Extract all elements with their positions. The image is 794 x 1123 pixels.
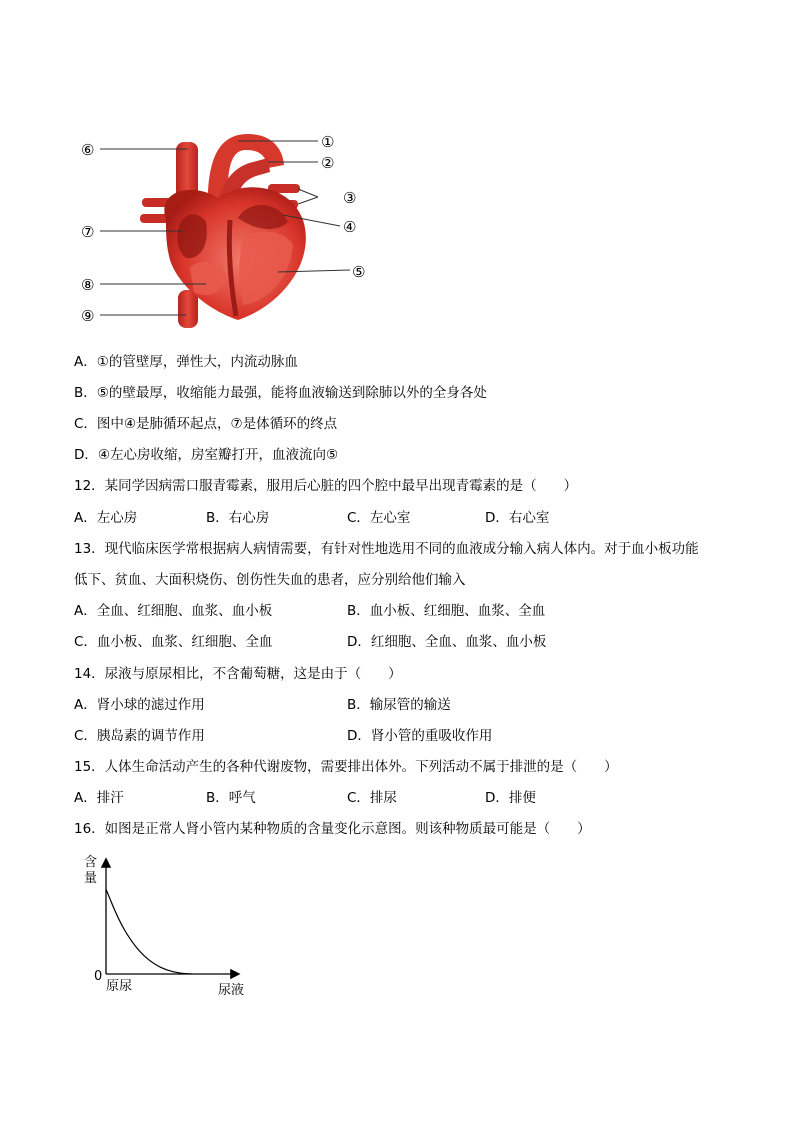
q11-option-d: D．④左心房收缩，房室瓣打开，血液流向⑤ [74, 447, 339, 463]
x-axis-label: 尿液 [218, 983, 245, 998]
q13-option-c: C．血小板、血浆、红细胞、全血 [74, 634, 273, 650]
q16-stem: 16．如图是正常人肾小管内某种物质的含量变化示意图。则该种物质最可能是（ ） [74, 821, 591, 837]
label-7: ⑦ [81, 223, 95, 241]
q14-option-c: C．胰岛素的调节作用 [74, 728, 205, 744]
label-9: ⑨ [81, 307, 95, 325]
q15-option-a: A．排汗 [74, 790, 124, 806]
q14-option-d: D．肾小管的重吸收作用 [347, 728, 493, 744]
label-4: ④ [343, 218, 357, 236]
q11-option-b: B．⑤的壁最厚，收缩能力最强，能将血液输送到除肺以外的全身各处 [74, 385, 487, 401]
q15-option-c: C．排尿 [347, 790, 397, 806]
content-curve-chart [78, 852, 258, 1002]
q13-stem-line2: 低下、贫血、大面积烧伤、创伤性失血的患者，应分别给他们输入 [74, 572, 466, 588]
series-line [106, 889, 191, 974]
label-2: ② [321, 154, 335, 172]
q13-option-b: B．血小板、红细胞、血浆、全血 [347, 603, 546, 619]
inferior-vena-cava-shape [178, 290, 198, 328]
label-5: ⑤ [352, 263, 366, 281]
q15-stem: 15．人体生命活动产生的各种代谢废物，需要排出体外。下列活动不属于排泄的是（ ） [74, 759, 618, 775]
q14-option-b: B．输尿管的输送 [347, 697, 451, 713]
q14-stem: 14．尿液与原尿相比，不含葡萄糖，这是由于（ ） [74, 666, 402, 682]
heart-diagram [78, 120, 378, 335]
q13-option-a: A．全血、红细胞、血浆、血小板 [74, 603, 273, 619]
q11-option-a: A．①的管壁厚，弹性大，内流动脉血 [74, 354, 298, 370]
q12-option-b: B．右心房 [206, 510, 270, 526]
y-axis-label-char2: 量 [84, 871, 98, 886]
q15-option-b: B．呼气 [206, 790, 256, 806]
x-start-label: 原尿 [106, 979, 133, 994]
q12-option-c: C．左心室 [347, 510, 411, 526]
q12-option-d: D．右心室 [485, 510, 550, 526]
q12-stem: 12．某同学因病需口服青霉素，服用后心脏的四个腔中最早出现青霉素的是（ ） [74, 478, 578, 494]
label-3: ③ [343, 189, 357, 207]
q11-option-c: C．图中④是肺循环起点，⑦是体循环的终点 [74, 416, 338, 432]
y-axis-label-char1: 含 [84, 855, 98, 870]
label-8: ⑧ [81, 276, 95, 294]
q13-stem-line1: 13．现代临床医学常根据病人病情需要，有针对性地选用不同的血液成分输入病人体内。对于血小板功能 [74, 541, 699, 557]
q13-option-d: D．红细胞、全血、血浆、血小板 [347, 634, 547, 650]
label-6: ⑥ [81, 141, 95, 159]
label-1: ① [321, 133, 335, 151]
origin-label: 0 [94, 969, 103, 984]
q15-option-d: D．排便 [485, 790, 536, 806]
q14-option-a: A．肾小球的滤过作用 [74, 697, 205, 713]
q12-option-a: A．左心房 [74, 510, 138, 526]
